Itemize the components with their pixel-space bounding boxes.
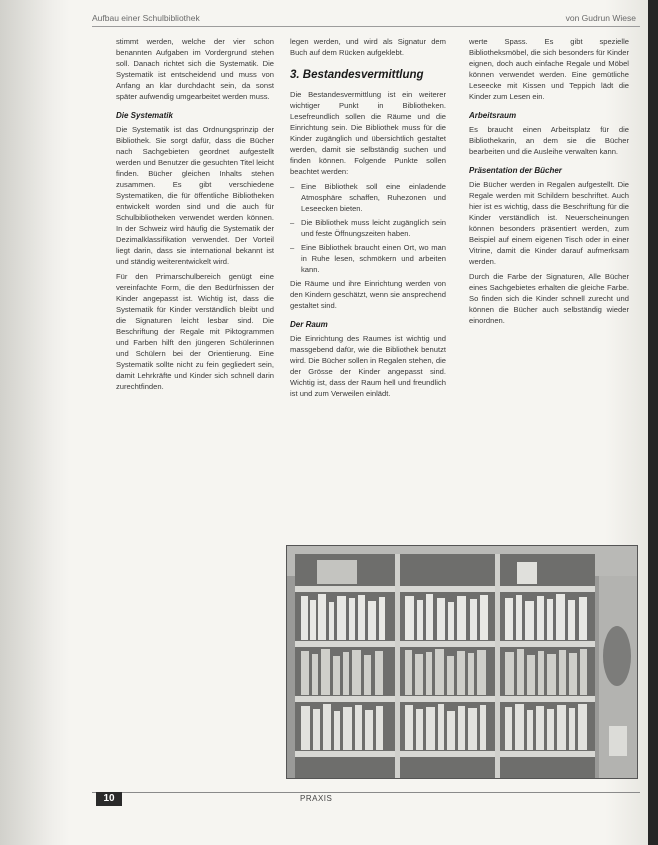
list-item-text: Die Bibliothek muss leicht zugänglich sein und feste Öffnungszeiten haben. (301, 218, 446, 238)
subheading-systematik: Die Systematik (116, 111, 173, 120)
paragraph: Die Räume und ihre Einrichtung werden von den Kindern geschätzt, wenn sie ansprechend gestaltet sind. (290, 279, 446, 310)
list-item-text: Eine Bibliothek soll eine einladende Atmosphäre schaffen, Ruhezonen und Leseecken bieten. (301, 182, 446, 213)
text-column-2 (290, 36, 446, 403)
footer-rule (92, 792, 640, 793)
paragraph: legen werden, und wird als Signatur dem Buch auf dem Rücken aufgeklebt. (290, 37, 446, 57)
paragraph: Für den Primarschulbereich genügt eine vereinfachte Form, die den Bedürfnissen der Kinder angepasst ist. Wichtig ist, dass die Systematik für Kinder verständlich bleibt und die Signaturen leicht lesbar sind. Die Beschriftung der Regale mit Piktogrammen und Farben hilft den jüngeren Schülerinnen und Schülern bei der Orientierung. Eine Systematik sollte nicht zu fein gegliedert sein, damit Lehrkräfte und Kinder sich schnell darin zurechtfinden. (116, 272, 274, 391)
paragraph: Die Bücher werden in Regalen aufgestellt. Die Regale werden mit Schildern beschriftet. Auch hier ist es wichtig, dass die Beschriftung für die Kinder verständlich ist. Neuerscheinungen können besonders präsentiert werden, zum Beispiel auf einem eigenen Tisch oder in einer Vitrine, damit die Kinder darauf aufmerksam werden. (469, 180, 629, 266)
journal-name: PRAXIS (300, 794, 333, 803)
page-edge (648, 0, 658, 845)
paragraph: werte Spass. Es gibt spezielle Bibliotheksmöbel, die sich besonders für Kinder eignen, doch auch einfache Regale und Möbel können verwendet werden. Eine gemütliche Leseecke mit Kissen und Teppich lädt die Kinder zum Lesen ein. (469, 37, 629, 101)
list-item: – Die Bibliothek muss leicht zugänglich sein und feste Öffnungszeiten haben. (290, 218, 446, 238)
page-number: 10 (96, 792, 122, 806)
running-header-left: Aufbau einer Schulbibliothek (92, 13, 200, 23)
paragraph: Die Bestandesvermittlung ist ein weiterer wichtiger Punkt in Bibliotheken. Lesefreundlich sollen die Räume und die Einrichtung sein. Die Bibliothek muss für die Kinder zugänglich und übersichtlich gestaltet werden, damit sie selbständig suchen und finden können. Folgende Punkte sollen beachtet werden: (290, 90, 446, 176)
subheading-praesentation: Präsentation der Bücher (469, 166, 562, 175)
list-item: – Eine Bibliothek braucht einen Ort, wo man in Ruhe lesen, schmökern und arbeiten kann. (290, 243, 446, 274)
list-item: – Eine Bibliothek soll eine einladende Atmosphäre schaffen, Ruhezonen und Leseecken bieten. (290, 182, 446, 213)
running-header-right: von Gudrun Wiese (565, 13, 636, 23)
subheading-raum: Der Raum (290, 320, 328, 329)
paragraph: stimmt werden, welche der vier schon benannten Aufgaben im Vordergrund stehen soll. Danach richtet sich die Systematik. Die Systematik ist entscheidend und muss von Anfang an klar durchdacht sein, da sonst später aufwendig umgearbeitet werden muss. (116, 37, 274, 101)
header-rule (92, 26, 640, 27)
bookshelf-photo (286, 545, 638, 779)
bookshelf-illustration (287, 546, 637, 778)
binding-shadow (0, 0, 70, 845)
subheading-arbeitsraum: Arbeitsraum (469, 111, 517, 120)
paragraph: Durch die Farbe der Signaturen, Alle Bücher eines Sachgebietes erhalten die gleiche Farbe. So finden sich die Kinder schnell zurecht und können die Bücher auch selbständig wieder einordnen. (469, 272, 629, 325)
paragraph: Es braucht einen Arbeitsplatz für die Bibliothekarin, an dem sie die Bücher bearbeiten und die Ausleihe verwalten kann. (469, 125, 629, 156)
paragraph: Die Einrichtung des Raumes ist wichtig und massgebend dafür, wie die Bibliothek benutzt wird. Die Bücher sollen in Regalen stehen, die der Grösse der Kinder angepasst sind. Wichtig ist, dass der Raum hell und freundlich ist und zum Verweilen einlädt. (290, 334, 446, 398)
text-column-3 (469, 36, 629, 330)
list-item-text: Eine Bibliothek braucht einen Ort, wo man in Ruhe lesen, schmökern und arbeiten kann. (301, 243, 446, 274)
section-heading: 3. Bestandesvermittlung (290, 69, 424, 81)
paragraph: Die Systematik ist das Ordnungsprinzip der Bibliothek. Sie sorgt dafür, dass die Bücher nach Sachgebieten geordnet aufgestellt werden und Benutzer die gesuchten Titel leicht finden. Bücher gleichen Inhalts stehen zusammen. Es gibt verschiedene Systematiken, die für öffentliche Bibliotheken entwickelt worden sind und die auch für Schulbibliotheken verwendet werden können. In der Schweiz wird häufig die Systematik der Dezimalklassifikation verwendet. Der Vorteil liegt darin, dass sie international bekannt ist und ständig weiterentwickelt wird. (116, 125, 274, 266)
text-column-1 (116, 36, 274, 396)
